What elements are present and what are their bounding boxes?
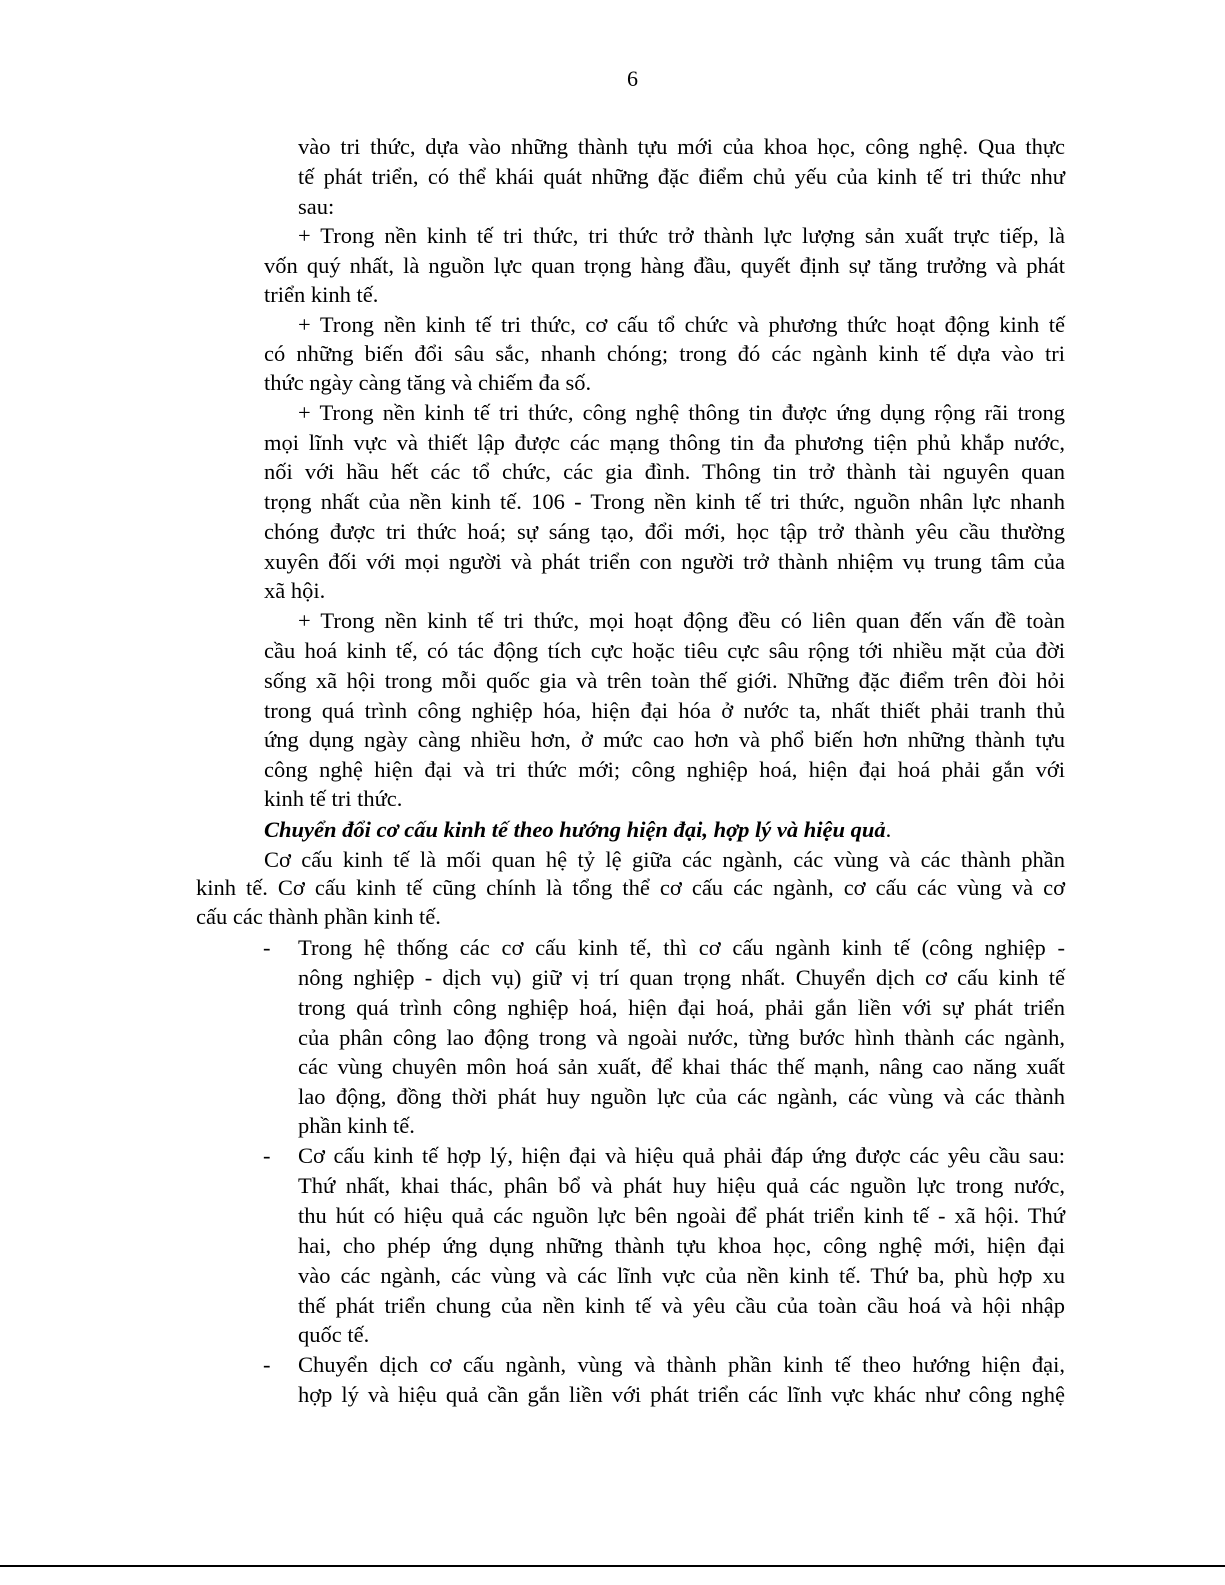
text-line: hợp lý và hiệu quả cần gắn liền với phát triển các lĩnh vực khác như công nghệ bbox=[298, 1382, 1065, 1407]
text-line: sống xã hội trong mỗi quốc gia và trên toàn thế giới. Những đặc điểm trên đòi hỏi bbox=[264, 668, 1065, 693]
text-line: có những biến đổi sâu sắc, nhanh chóng; trong đó các ngành kinh tế dựa vào tri bbox=[264, 341, 1065, 366]
text-line: vào tri thức, dựa vào những thành tựu mới của khoa học, công nghệ. Qua thực bbox=[298, 134, 1065, 159]
text-line: Cơ cấu kinh tế hợp lý, hiện đại và hiệu quả phải đáp ứng được các yêu cầu sau: bbox=[298, 1143, 1065, 1168]
bullet-dash: - bbox=[263, 935, 271, 960]
text-line: nông nghiệp - dịch vụ) giữ vị trí quan trọng nhất. Chuyển dịch cơ cấu kinh tế bbox=[298, 965, 1065, 990]
text-line: phần kinh tế. bbox=[298, 1113, 415, 1138]
text-line: triển kinh tế. bbox=[264, 282, 379, 307]
text-line: Cơ cấu kinh tế là mối quan hệ tỷ lệ giữa các ngành, các vùng và các thành phần bbox=[264, 847, 1065, 872]
text-line: + Trong nền kinh tế tri thức, tri thức trở thành lực lượng sản xuất trực tiếp, là bbox=[298, 223, 1065, 248]
text-line: nối với hầu hết các tổ chức, các gia đình. Thông tin trở thành tài nguyên quan bbox=[264, 459, 1065, 484]
section-heading-period: . bbox=[885, 817, 892, 842]
page-number: 6 bbox=[627, 66, 638, 91]
text-line: cầu hoá kinh tế, có tác động tích cực hoặc tiêu cực sâu rộng tới nhiều mặt của đời bbox=[264, 638, 1065, 663]
text-line: lao động, đồng thời phát huy nguồn lực của các ngành, các vùng và các thành bbox=[298, 1084, 1065, 1109]
section-heading-text: Chuyển đổi cơ cấu kinh tế theo hướng hiện đại, hợp lý và hiệu quả bbox=[264, 817, 886, 842]
text-line: trọng nhất của nền kinh tế. 106 - Trong nền kinh tế tri thức, nguồn nhân lực nhanh bbox=[264, 489, 1065, 514]
text-line: + Trong nền kinh tế tri thức, cơ cấu tổ chức và phương thức hoạt động kinh tế bbox=[298, 312, 1065, 337]
bullet-dash: - bbox=[263, 1352, 271, 1377]
text-line: trong quá trình công nghiệp hóa, hiện đại hóa ở nước ta, nhất thiết phải tranh thủ bbox=[264, 698, 1065, 723]
text-line: cấu các thành phần kinh tế. bbox=[196, 904, 441, 929]
text-line: Trong hệ thống các cơ cấu kinh tế, thì cơ cấu ngành kinh tế (công nghiệp - bbox=[298, 935, 1065, 960]
text-line: chóng được tri thức hoá; sự sáng tạo, đổi mới, học tập trở thành yêu cầu thường bbox=[264, 519, 1065, 544]
text-line: Chuyển dịch cơ cấu ngành, vùng và thành phần kinh tế theo hướng hiện đại, bbox=[298, 1352, 1065, 1377]
bullet-dash: - bbox=[263, 1143, 271, 1168]
text-line: trong quá trình công nghiệp hoá, hiện đại hoá, phải gắn liền với sự phát triển bbox=[298, 995, 1065, 1020]
text-line: xã hội. bbox=[264, 578, 326, 603]
text-line: ứng dụng ngày càng nhiều hơn, ở mức cao hơn và phổ biến hơn những thành tựu bbox=[264, 727, 1065, 752]
text-line: xuyên đối với mọi người và phát triển con người trở thành nhiệm vụ trung tâm của bbox=[264, 549, 1065, 574]
text-line: mọi lĩnh vực và thiết lập được các mạng thông tin đa phương tiện phủ khắp nước, bbox=[264, 430, 1065, 455]
text-line: công nghệ hiện đại và tri thức mới; công nghiệp hoá, hiện đại hoá phải gắn với bbox=[264, 757, 1065, 782]
text-line: quốc tế. bbox=[298, 1322, 370, 1347]
section-heading bbox=[264, 815, 891, 845]
text-line: hai, cho phép ứng dụng những thành tựu khoa học, công nghệ mới, hiện đại bbox=[298, 1233, 1065, 1258]
text-line: thế phát triển chung của nền kinh tế và yêu cầu của toàn cầu hoá và hội nhập bbox=[298, 1293, 1065, 1318]
text-line: vốn quý nhất, là nguồn lực quan trọng hàng đầu, quyết định sự tăng trưởng và phát bbox=[264, 253, 1065, 278]
text-line: Thứ nhất, khai thác, phân bổ và phát huy hiệu quả các nguồn lực trong nước, bbox=[298, 1173, 1065, 1198]
text-line: kinh tế. Cơ cấu kinh tế cũng chính là tổng thể cơ cấu các ngành, cơ cấu các vùng và cơ bbox=[196, 875, 1065, 900]
text-line: sau: bbox=[298, 194, 335, 219]
text-line: + Trong nền kinh tế tri thức, công nghệ thông tin được ứng dụng rộng rãi trong bbox=[298, 400, 1065, 425]
text-line: kinh tế tri thức. bbox=[264, 786, 403, 811]
text-line: thức ngày càng tăng và chiếm đa số. bbox=[264, 370, 592, 395]
text-line: tế phát triển, có thể khái quát những đặc điểm chủ yếu của kinh tế tri thức như bbox=[298, 164, 1065, 189]
footer-rule bbox=[0, 1565, 1225, 1567]
text-line: của phân công lao động trong và ngoài nước, từng bước hình thành các ngành, bbox=[298, 1025, 1065, 1050]
text-line: thu hút có hiệu quả các nguồn lực bên ngoài để phát triển kinh tế - xã hội. Thứ bbox=[298, 1203, 1065, 1228]
text-line: vào các ngành, các vùng và các lĩnh vực của nền kinh tế. Thứ ba, phù hợp xu bbox=[298, 1263, 1065, 1288]
text-line: + Trong nền kinh tế tri thức, mọi hoạt động đều có liên quan đến vấn đề toàn bbox=[298, 608, 1065, 633]
text-line: các vùng chuyên môn hoá sản xuất, để khai thác thế mạnh, nâng cao năng xuất bbox=[298, 1054, 1065, 1079]
